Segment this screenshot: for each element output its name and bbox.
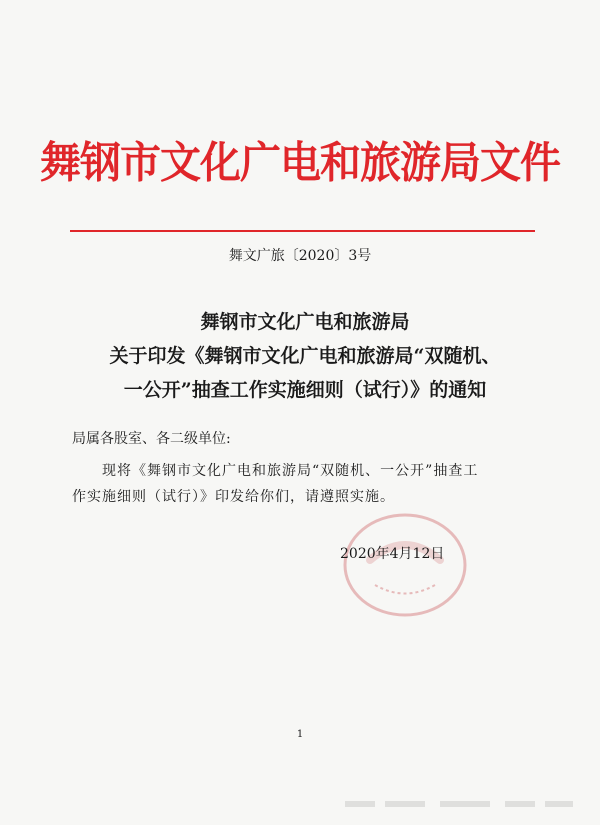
red-separator-rule [70,230,535,232]
body-line-2: 作实施细则（试行）》印发给你们，请遵照实施。 [72,489,395,505]
title-line-1: 舞钢市文化广电和旅游局 [200,311,410,333]
title-line-2: 关于印发《舞钢市文化广电和旅游局“双随机、 [109,345,501,367]
page-number: 1 [296,729,304,740]
scan-artifact-icon [345,798,575,810]
document-title [70,305,540,407]
document-number: 舞文广旅〔2020〕3号 [228,248,372,264]
issue-date: 2020年4月12日 [340,546,445,562]
body-text [72,458,532,510]
title-line-3: 一公开”抽查工作实施细则（试行）》的通知 [123,379,487,401]
document-masthead: 舞钢市文化广电和旅游局文件 [40,137,560,189]
body-line-1: 现将《舞钢市文化广电和旅游局“双随机、一公开”抽查工 [102,463,479,479]
official-seal-stamp-icon [340,510,470,620]
salutation: 局属各股室、各二级单位: [72,431,231,447]
